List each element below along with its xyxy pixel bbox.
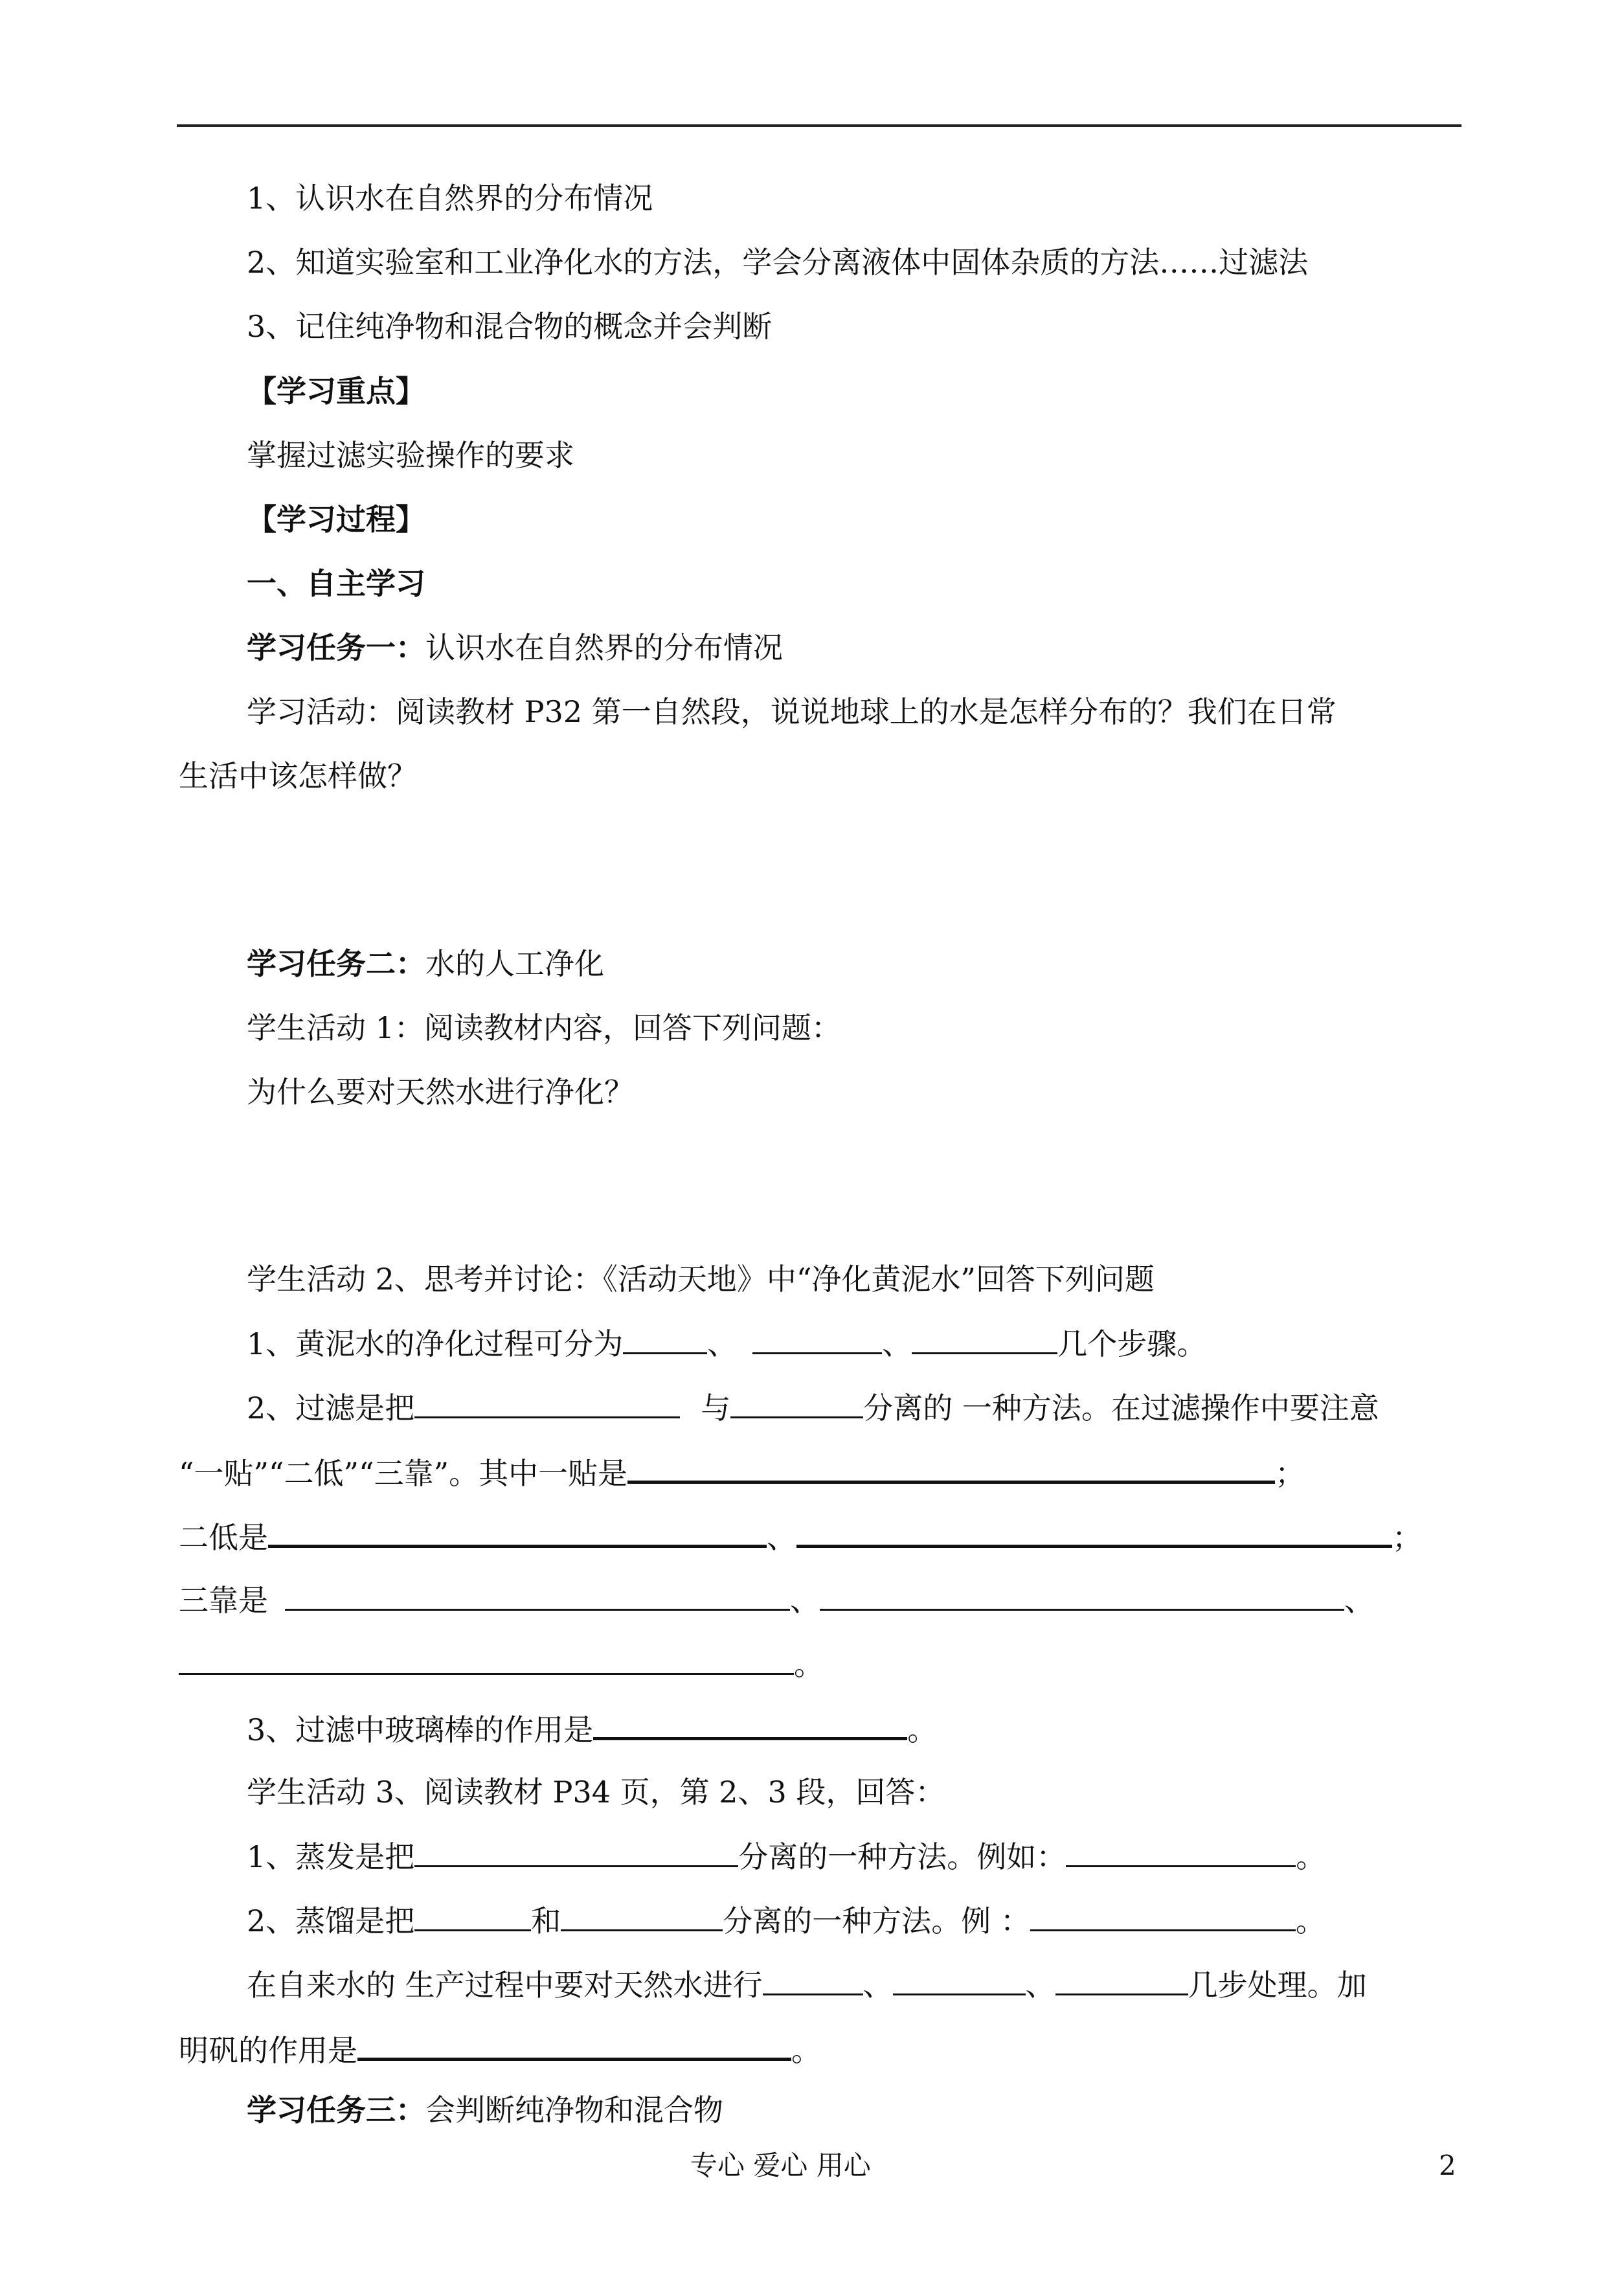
q3-prefix: 3、过滤中玻璃棒的作用是 xyxy=(247,1712,594,1747)
q2-semicolon-2: ； xyxy=(1392,1520,1422,1555)
q2-mid: 与 xyxy=(701,1391,731,1425)
q2-sankao-label: 三靠是 xyxy=(179,1583,268,1618)
tap-blank-2[interactable] xyxy=(893,1965,1026,1995)
tap-blank-3[interactable] xyxy=(1055,1965,1188,1995)
objective-2: 2、知道实验室和工业净化水的方法，学会分离液体中固体杂质的方法……过滤法 xyxy=(247,245,1309,280)
q2-sankao-blank-3[interactable] xyxy=(179,1644,794,1675)
q2-prefix: 2、过滤是把 xyxy=(247,1391,415,1425)
q1-blank-2[interactable] xyxy=(752,1324,882,1354)
tap-water-line2 xyxy=(179,2029,821,2070)
task2-label: 学习任务二： xyxy=(247,946,425,981)
q2-erdi-label: 二低是 xyxy=(179,1520,268,1555)
tap-blank-1[interactable] xyxy=(763,1965,863,1995)
q1-prefix: 1、黄泥水的净化过程可分为 xyxy=(247,1326,624,1361)
tap-period: 。 xyxy=(791,2033,821,2068)
q2-sankao-sep1: 、 xyxy=(790,1583,820,1618)
task1-label: 学习任务一： xyxy=(247,630,425,665)
q2-filtration-line2 xyxy=(179,1452,1305,1493)
tap-line2-label: 明矾的作用是 xyxy=(179,2033,357,2068)
task2-heading xyxy=(247,944,604,983)
task1-activity-line1: 学习活动：阅读教材 P32 第一自然段，说说地球上的水是怎样分布的？我们在日常 xyxy=(247,694,1336,729)
task3-label: 学习任务三： xyxy=(247,2093,425,2128)
evap-suffix: 。 xyxy=(1296,1839,1326,1874)
q1-sep1: 、 xyxy=(707,1326,738,1361)
task2-activity3: 学生活动 3、阅读教材 P34 页，第 2、3 段，回答： xyxy=(247,1775,945,1810)
evaporation-question xyxy=(247,1837,1325,1876)
task1-activity-line2: 生活中该怎样做？ xyxy=(179,758,417,793)
evap-blank-1[interactable] xyxy=(414,1837,738,1867)
page-number: 2 xyxy=(1439,2150,1456,2181)
distill-mid: 分离的一种方法。例 ： xyxy=(723,1903,1030,1938)
task2-activity1: 学生活动 1：阅读教材内容，回答下列问题： xyxy=(247,1010,841,1045)
distill-suffix: 。 xyxy=(1295,1903,1325,1938)
header-rule xyxy=(177,124,1461,127)
q2-erdi-blank-1[interactable] xyxy=(268,1516,767,1548)
q1-blank-1[interactable] xyxy=(623,1324,707,1354)
q2-sankao-line2 xyxy=(179,1644,824,1684)
q3-blank[interactable] xyxy=(593,1709,907,1740)
key-point-text: 掌握过滤实验操作的要求 xyxy=(247,438,574,473)
q2-erdi-sep: 、 xyxy=(767,1520,796,1555)
q2-sankao-sep2: 、 xyxy=(1344,1583,1374,1618)
q2-suffix: 分离的 一种方法。在过滤操作中要注意 xyxy=(863,1391,1379,1425)
objective-1: 1、认识水在自然界的分布情况 xyxy=(247,181,653,216)
q1-blank-3[interactable] xyxy=(912,1324,1057,1354)
q2-erdi-blank-2[interactable] xyxy=(796,1516,1392,1548)
q1-suffix: 几个步骤。 xyxy=(1057,1326,1207,1361)
distill-blank-1[interactable] xyxy=(414,1901,531,1931)
q1-purification-steps xyxy=(247,1324,1206,1363)
objective-3: 3、记住纯净物和混合物的概念并会判断 xyxy=(247,309,773,344)
tap-water-line1 xyxy=(247,1965,1367,2004)
q2-sankao-blank-1[interactable] xyxy=(285,1580,790,1611)
process-heading: 【学习过程】 xyxy=(247,502,425,537)
tap-prefix: 在自来水的 生产过程中要对天然水进行 xyxy=(247,1968,763,2003)
distill-and: 和 xyxy=(531,1903,561,1938)
tap-suffix: 几步处理。加 xyxy=(1188,1968,1367,2003)
q2-yitie-blank[interactable] xyxy=(627,1452,1275,1484)
distillation-question xyxy=(247,1901,1325,1940)
task2-question: 为什么要对天然水进行净化？ xyxy=(247,1074,634,1109)
evap-prefix: 1、蒸发是把 xyxy=(247,1839,415,1874)
footer-slogan: 专心 爱心 用心 xyxy=(690,2150,871,2181)
q2-filtration-line1 xyxy=(247,1388,1379,1427)
q2-blank-2[interactable] xyxy=(730,1388,863,1418)
q2-sankao-line xyxy=(179,1580,1374,1620)
task3-title: 会判断纯净物和混合物 xyxy=(425,2093,723,2128)
section-self-study: 一、自主学习 xyxy=(247,566,425,601)
q2-semicolon-1: ； xyxy=(1275,1456,1305,1491)
task3-heading xyxy=(247,2091,723,2129)
q2-sankao-blank-2[interactable] xyxy=(820,1580,1344,1611)
q1-sep2: 、 xyxy=(882,1326,912,1361)
q3-suffix: 。 xyxy=(907,1712,938,1747)
task1-heading xyxy=(247,628,783,667)
tap-sep2: 、 xyxy=(1025,1968,1055,2003)
distill-blank-3[interactable] xyxy=(1030,1901,1296,1931)
distill-prefix: 2、蒸馏是把 xyxy=(247,1903,415,1938)
q2-blank-1[interactable] xyxy=(414,1388,680,1418)
task2-activity2: 学生活动 2、思考并讨论：《活动天地》中“净化黄泥水”回答下列问题 xyxy=(247,1262,1155,1297)
q2-yitie-label: “一贴”“二低”“三靠”。其中一贴是 xyxy=(179,1456,628,1491)
q2-period: 。 xyxy=(794,1647,824,1682)
q2-erdi-line xyxy=(179,1516,1422,1557)
evap-mid: 分离的一种方法。例如： xyxy=(738,1839,1066,1874)
distill-blank-2[interactable] xyxy=(561,1901,723,1931)
key-point-heading: 【学习重点】 xyxy=(247,374,425,409)
task1-title: 认识水在自然界的分布情况 xyxy=(425,630,783,665)
q3-glass-rod xyxy=(247,1709,937,1749)
task2-title: 水的人工净化 xyxy=(425,946,604,981)
alum-blank[interactable] xyxy=(357,2029,791,2061)
tap-sep1: 、 xyxy=(863,1968,893,2003)
evap-blank-2[interactable] xyxy=(1066,1837,1296,1867)
